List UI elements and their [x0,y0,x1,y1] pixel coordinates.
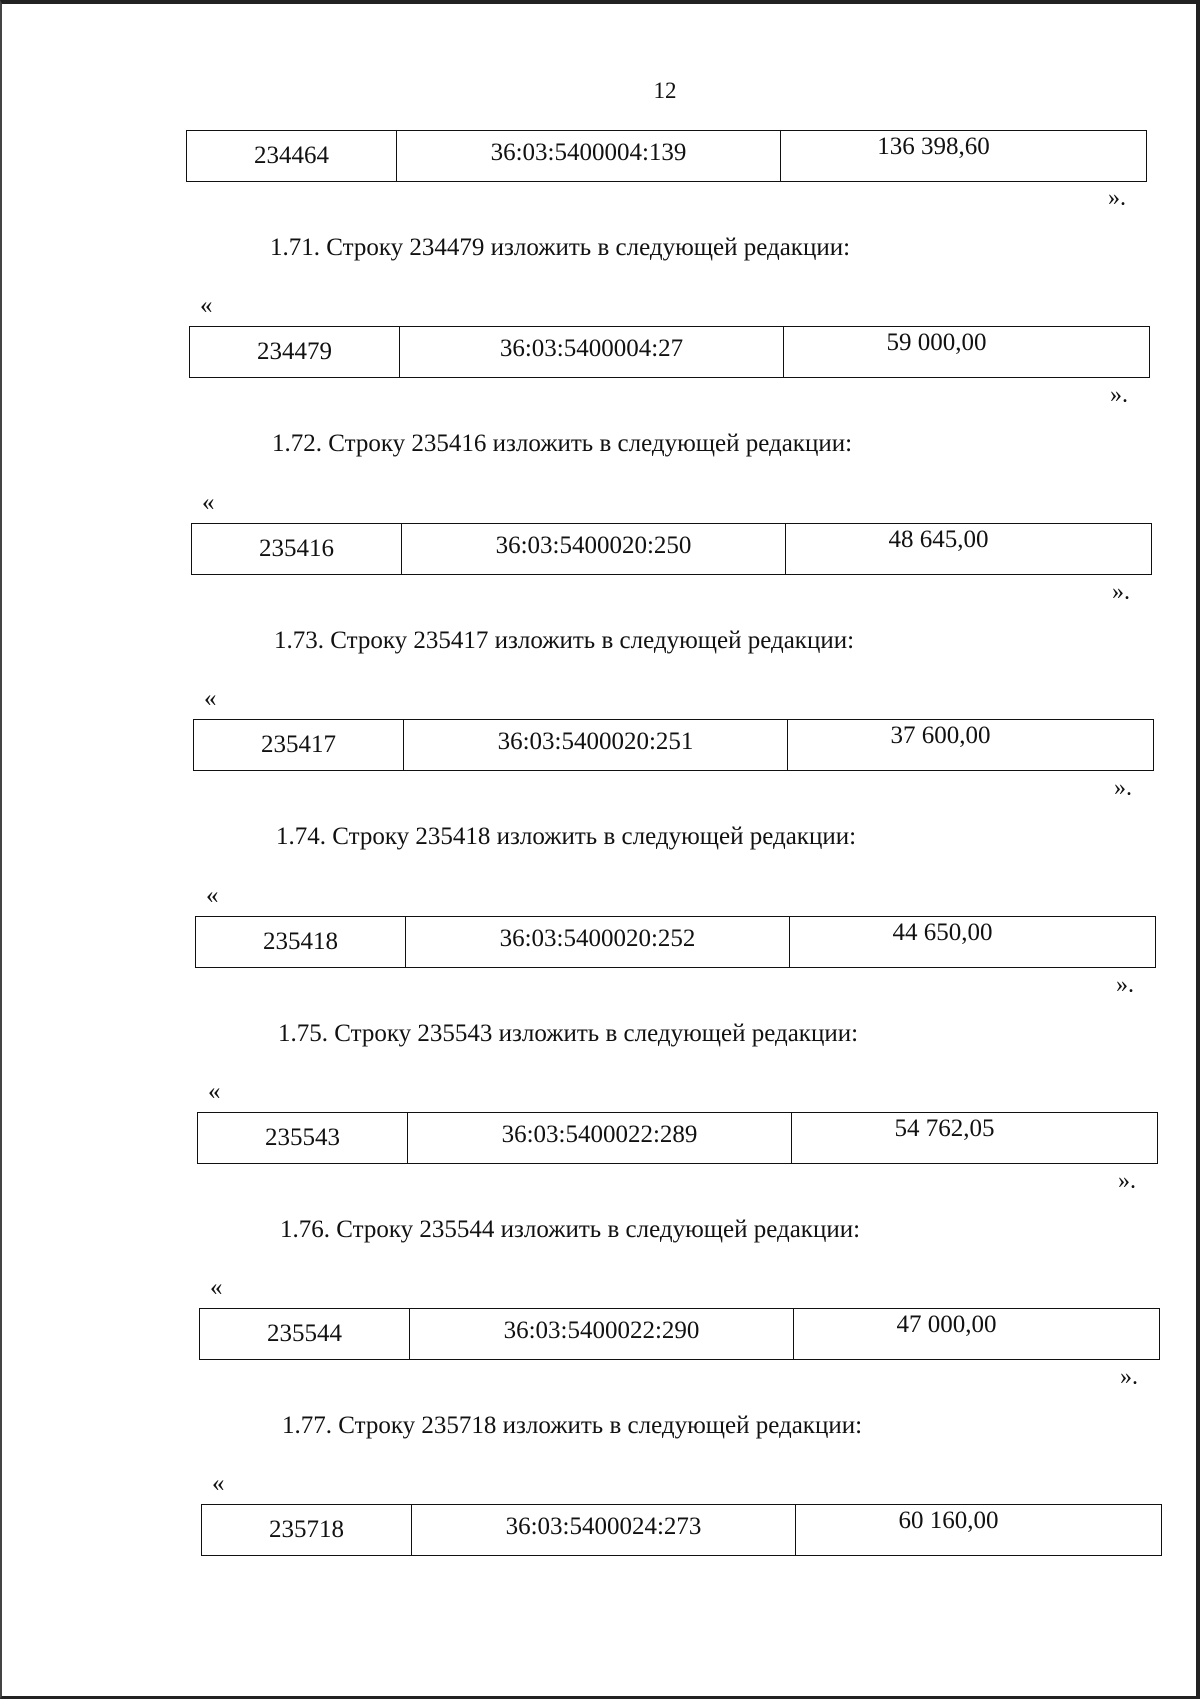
opening-quote: « [210,1274,223,1301]
closing-quote: ». [1116,972,1134,998]
closing-quote: ». [1114,775,1132,801]
row-amount: 44 650,00 [892,919,993,946]
row-cadastral-number: 36:03:5400020:250 [402,524,786,574]
row-cadastral-number: 36:03:5400022:289 [408,1113,792,1163]
closing-quote: ». [1118,1168,1136,1194]
page-number: 12 [653,78,677,103]
table-row [199,1308,1160,1360]
opening-quote: « [206,882,219,909]
closing-quote: ». [1120,1364,1138,1390]
row-amount: 60 160,00 [898,1507,999,1534]
row-id: 234464 [187,131,397,181]
row-amount: 48 645,00 [888,526,989,553]
opening-quote: « [200,292,213,319]
amendment-text: 1.74. Строку 235418 изложить в следующей редакции: [276,823,857,850]
opening-quote: « [212,1470,225,1497]
row-amount: 37 600,00 [890,722,991,749]
amendment-text: 1.75. Строку 235543 изложить в следующей редакции: [278,1020,859,1047]
row-id: 235543 [198,1113,408,1163]
table-row-first [186,130,1147,182]
amendment-text: 1.73. Строку 235417 изложить в следующей редакции: [274,627,855,654]
row-cadastral-number: 36:03:5400020:251 [404,720,788,770]
amendment-text: 1.77. Строку 235718 изложить в следующей редакции: [282,1412,863,1439]
table-row [195,916,1156,968]
closing-quote: ». [1112,579,1130,605]
table-row [193,719,1154,771]
row-id: 234479 [190,327,400,377]
row-amount: 47 000,00 [896,1311,997,1338]
row-id: 235718 [202,1505,412,1555]
row-amount: 59 000,00 [886,329,987,356]
row-id: 235544 [200,1309,410,1359]
table-row [191,523,1152,575]
row-cadastral-number: 36:03:5400022:290 [410,1309,794,1359]
amendment-text: 1.76. Строку 235544 изложить в следующей редакции: [280,1216,861,1243]
row-id: 235416 [192,524,402,574]
row-amount: 54 762,05 [894,1115,995,1142]
table-row [189,326,1150,378]
row-cadastral-number: 36:03:5400004:27 [400,327,784,377]
row-cadastral-number: 36:03:5400024:273 [412,1505,796,1555]
row-cadastral-number: 36:03:5400020:252 [406,917,790,967]
table-row [201,1504,1162,1556]
opening-quote: « [202,489,215,516]
row-amount: 136 398,60 [877,133,990,160]
opening-quote: « [204,685,217,712]
row-id: 235417 [194,720,404,770]
row-id: 235418 [196,917,406,967]
amendment-text: 1.71. Строку 234479 изложить в следующей редакции: [270,234,851,261]
closing-quote: ». [1108,185,1126,211]
row-cadastral-number: 36:03:5400004:139 [397,131,781,181]
table-row [197,1112,1158,1164]
amendment-text: 1.72. Строку 235416 изложить в следующей редакции: [272,430,853,457]
closing-quote: ». [1110,382,1128,408]
opening-quote: « [208,1078,221,1105]
